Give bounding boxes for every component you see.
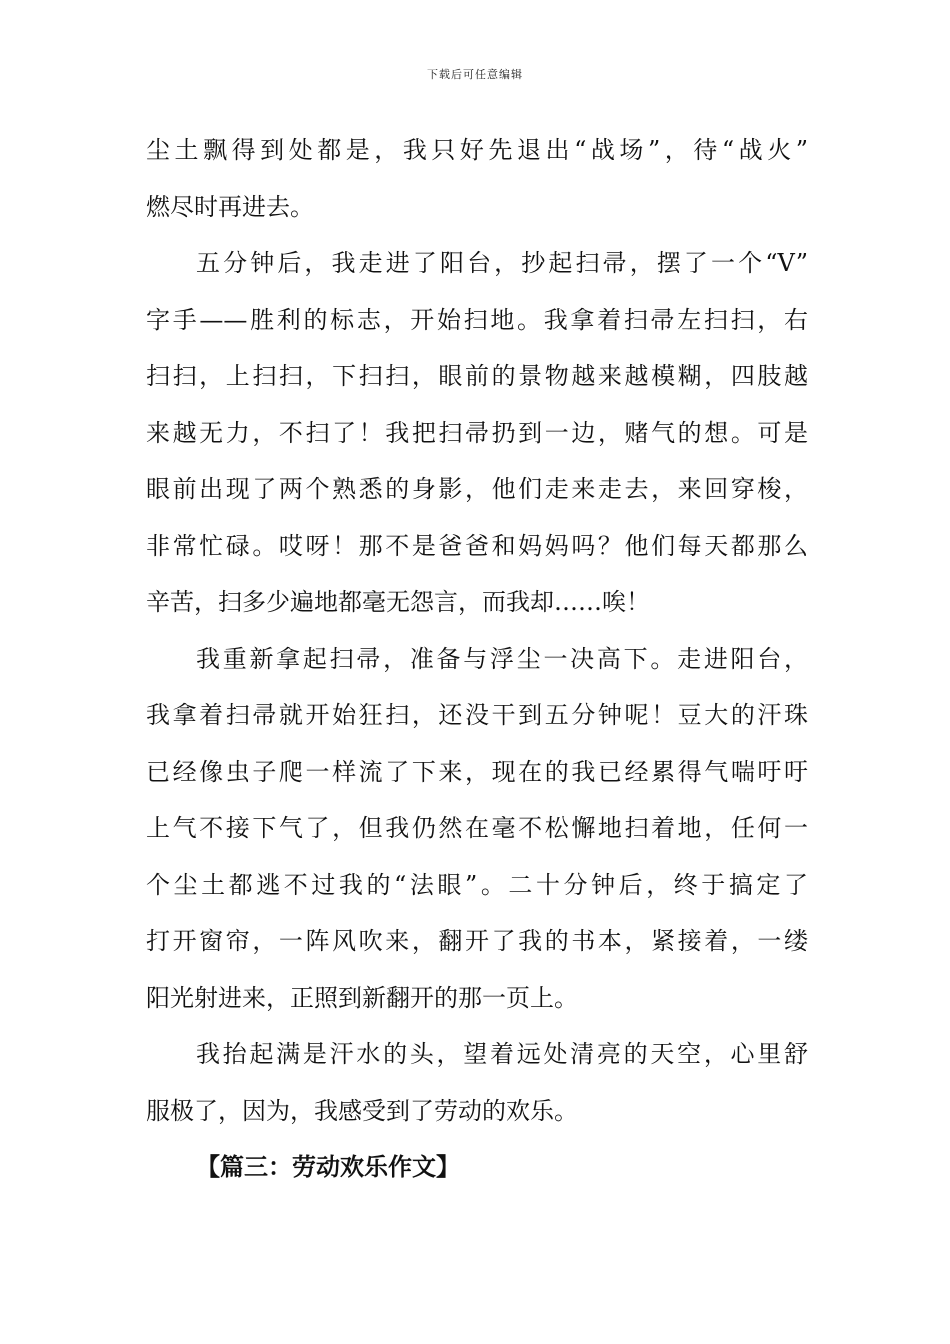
text-line: 已经像虫子爬一样流了下来，现在的我已经累得气喘吁吁	[146, 757, 808, 786]
text-line: 扫扫，上扫扫，下扫扫，眼前的景物越来越模糊，四肢越	[146, 362, 808, 390]
page-header: 下载后可任意编辑	[427, 68, 523, 81]
text-line: 辛苦，扫多少遍地都毫无怨言，而我却……唉！	[146, 588, 650, 616]
paragraph-first-line: 我重新拿起扫帚，准备与浮尘一决高下。走进阳台，	[196, 644, 808, 673]
text-line: 来越无力，不扫了！我把扫帚扔到一边，赌气的想。可是	[146, 418, 808, 447]
text-line: 燃尽时再进去。	[146, 192, 314, 221]
text-line: 服极了，因为，我感受到了劳动的欢乐。	[146, 1096, 578, 1125]
text-line: 字手——胜利的标志，开始扫地。我拿着扫帚左扫扫，右	[146, 305, 808, 334]
paragraph-first-line: 我抬起满是汗水的头，望着远处清亮的天空，心里舒	[196, 1040, 808, 1068]
text-line: 尘土飘得到处都是，我只好先退出“战场”，待“战火”	[146, 136, 808, 164]
document-body	[146, 122, 808, 1196]
text-line: 眼前出现了两个熟悉的身影，他们走来走去，来回穿梭，	[146, 475, 808, 503]
text-line: 我拿着扫帚就开始狂扫，还没干到五分钟呢！豆大的汗珠	[146, 701, 808, 729]
text-line: 上气不接下气了，但我仍然在毫不松懈地扫着地，任何一	[146, 814, 808, 842]
section-heading: 【篇三：劳动欢乐作文】	[196, 1152, 460, 1181]
text-line: 阳光射进来，正照到新翻开的那一页上。	[146, 983, 578, 1012]
paragraph-first-line: 五分钟后，我走进了阳台，抄起扫帚，摆了一个“V”	[196, 249, 808, 277]
text-line: 打开窗帘，一阵风吹来，翻开了我的书本，紧接着，一缕	[146, 927, 808, 955]
text-line: 非常忙碌。哎呀！那不是爸爸和妈妈吗？他们每天都那么	[146, 531, 808, 560]
text-line: 个尘土都逃不过我的“法眼”。二十分钟后，终于搞定了	[146, 870, 808, 899]
